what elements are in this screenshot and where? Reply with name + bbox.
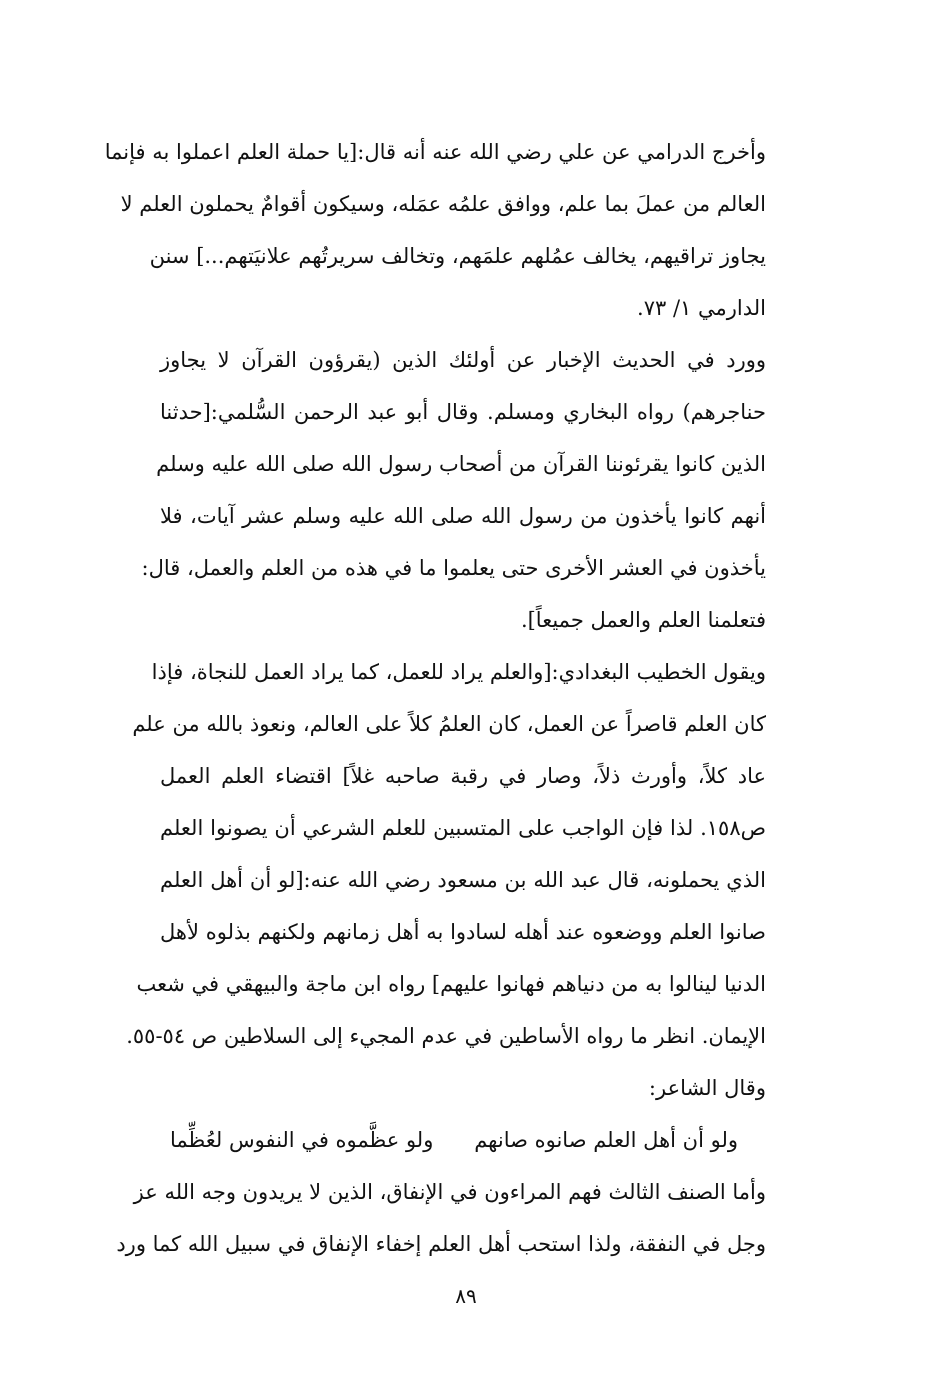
text-line: الذين كانوا يقرئوننا القرآن من أصحاب رسول الله صلى الله عليه وسلم <box>156 452 766 476</box>
text-line: فتعلمنا العلم والعمل جميعاً]. <box>520 608 766 632</box>
poem-first-hemistich: ولو أن أهل العلم صانوه صانهم <box>474 1128 738 1152</box>
text-line: وجل في النفقة، ولذا استحب أهل العلم إخفاء الإنفاق في سبيل الله كما ورد <box>116 1232 766 1256</box>
text-line: وأما الصنف الثالث فهم المراءون في الإنفاق، الذين لا يريدون وجه الله عز <box>133 1180 766 1204</box>
text-line: وقال الشاعر: <box>648 1076 766 1100</box>
text-line: أنهم كانوا يأخذون من رسول الله صلى الله عليه وسلم عشر آيات، فلا <box>160 504 766 528</box>
page-number: ٨٩ <box>455 1284 477 1308</box>
text-line: الدنيا لينالوا به من دنياهم فهانوا عليهم] رواه ابن ماجة والبيهقي في شعب <box>136 972 766 996</box>
text-line: وورد في الحديث الإخبار عن أولئك الذين (يقرؤون القرآن لا يجاوز <box>160 348 766 372</box>
text-line: الإيمان. انظر ما رواه الأساطين في عدم المجيء إلى السلاطين ص ٥٤-٥٥. <box>126 1024 766 1048</box>
text-line: العالم من عملَ بما علم، ووافق علمُه عمَله، وسيكون أقوامٌ يحملون العلم لا <box>120 192 766 216</box>
text-line: حناجرهم) رواه البخاري ومسلم. وقال أبو عبد الرحمن السُّلمي:[حدثنا <box>160 400 766 424</box>
text-line: ص١٥٨. لذا فإن الواجب على المتسبين للعلم الشرعي أن يصونوا العلم <box>160 816 766 840</box>
text-line: عاد كلاً، وأورث ذلاً، وصار في رقبة صاحبه غلاً] اقتضاء العلم العمل <box>160 764 766 788</box>
text-line: يجاوز تراقيهم، يخالف عمُلهم علمَهم، وتخالف سريرتُهم علانيَتهم...] سنن <box>149 244 766 268</box>
text-line: ويقول الخطيب البغدادي:[والعلم يراد للعمل، كما يراد العمل للنجاة، فإذا <box>151 660 766 684</box>
text-line: وأخرج الدرامي عن علي رضي الله عنه أنه قال:[يا حملة العلم اعملوا به فإنما <box>104 140 766 164</box>
text-line: صانوا العلم ووضعوه عند أهله لسادوا به أهل زمانهم ولكنهم بذلوه لأهل <box>160 920 766 944</box>
text-line: الذي يحملونه، قال عبد الله بن مسعود رضي الله عنه:[لو أن أهل العلم <box>160 868 766 892</box>
text-line: الدارمي ١/ ٧٣. <box>637 296 766 320</box>
poem-verse <box>160 1114 766 1166</box>
text-line: كان العلم قاصراً عن العمل، كان العلمُ كلاً على العالم، ونعوذ بالله من علم <box>132 712 766 736</box>
poem-second-hemistich: ولو عظَّموه في النفوس لعُظِّما <box>170 1128 434 1152</box>
text-line: يأخذون في العشر الأخرى حتى يعلموا ما في هذه من العلم والعمل، قال: <box>141 556 766 580</box>
body-text <box>104 126 766 1270</box>
